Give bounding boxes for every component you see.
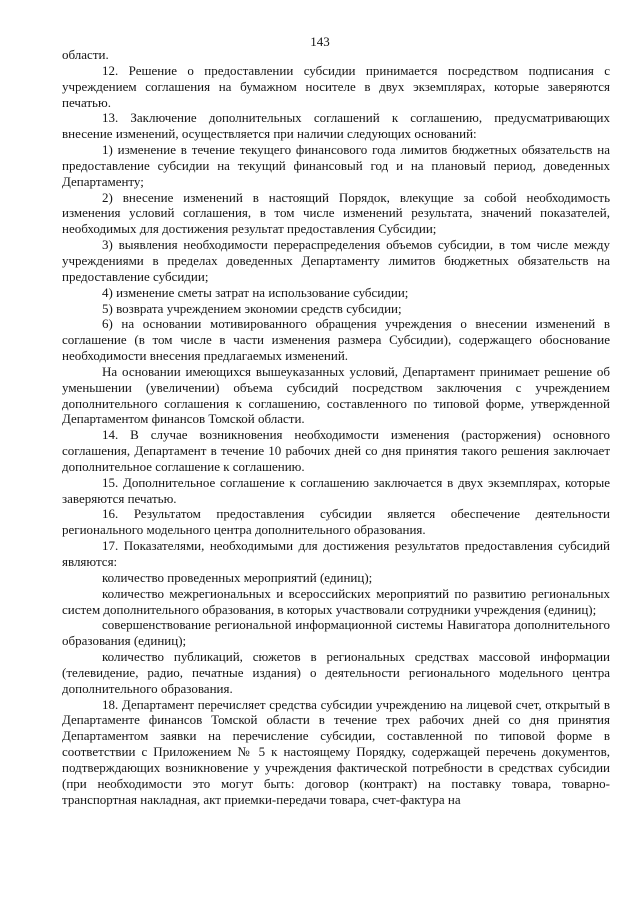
paragraph-subitem-4: 4) изменение сметы затрат на использование субсидии; [102, 284, 409, 300]
paragraph-decision: На основании имеющихся вышеуказанных условий, Департамент принимает решение об уменьшении (увеличении) объема субсидий посредством заключения с учреждением дополнительного соглашения к соглашению, составленного по типовой форме, утвержденной Департаментом финансов Томской области. [62, 363, 610, 427]
paragraph-subitem-6: 6) на основании мотивированного обращения учреждения о внесении изменений в соглашение (в том числе в части изменения размера Субсидии), содержащего обоснование необходимости внесения предлагаемых изменений. [62, 316, 610, 364]
paragraph-item-18: 18. Департамент перечисляет средства субсидии учреждению на лицевой счет, открытый в Департаменте финансов Томской области в течение трех рабочих дней со дня принятия Департаментом заявки на перечисление субсидии, составленной по типовой форме в соответствии с Приложением № 5 к настоящему Порядку, содержащей перечень документов, подтверждающих возникновение у учреждения фактической потребности в средствах субсидии (при необходимости это могут быть: договор (контракт) на поставку товара, товарно-транспортная накладная, акт приемки-передачи товара, счет-фактура на [62, 696, 610, 807]
paragraph-item-13: 13. Заключение дополнительных соглашений к соглашению, предусматривающих внесение изменений, осуществляется при наличии следующих оснований: [62, 110, 610, 142]
paragraph-subitem-3: 3) выявления необходимости перераспределения объемов субсидии, в том числе между учреждениями в пределах доведенных Департаменту лимитов бюджетных обязательств на предоставление субсидии; [62, 237, 610, 284]
paragraph-indicator-2: количество межрегиональных и всероссийских мероприятий по развитию региональных систем дополнительного образования, в которых участвовали сотрудники учреждения (единиц); [62, 585, 610, 617]
paragraph-item-15: 15. Дополнительное соглашение к соглашению заключается в двух экземплярах, которые заверяются печатью. [62, 474, 610, 506]
document-body [62, 47, 610, 808]
page-number: 143 [310, 34, 330, 49]
paragraph-item-12: 12. Решение о предоставлении субсидии принимается посредством подписания с учреждением соглашения на бумажном носителе в двух экземплярах, которые заверяются печатью. [62, 62, 610, 110]
paragraph-item-16: 16. Результатом предоставления субсидии является обеспечение деятельности регионального модельного центра дополнительного образования. [62, 506, 610, 538]
paragraph-item-17: 17. Показателями, необходимыми для достижения результатов предоставления субсидий являются: [62, 538, 610, 569]
paragraph-indicator-1: количество проведенных мероприятий (единиц); [102, 569, 373, 585]
paragraph-subitem-1: 1) изменение в течение текущего финансового года лимитов бюджетных обязательств на предоставление субсидии на текущий финансовый год и на плановый период, доведенных Департаменту; [62, 142, 610, 189]
paragraph-indicator-4: количество публикаций, сюжетов в региональных средствах массовой информации (телевидение, радио, печатные издания) о деятельности регионального модельного центра дополнительного образования. [62, 649, 610, 696]
paragraph-subitem-2: 2) внесение изменений в настоящий Порядок, влекущие за собой необходимость изменения условий соглашения, в том числе изменений результата, значений показателей, необходимых для достижения результат предоставления Субсидии; [62, 189, 610, 237]
paragraph-continuation: области. [62, 47, 109, 62]
paragraph-subitem-5: 5) возврата учреждением экономии средств субсидии; [102, 300, 402, 316]
paragraph-item-14: 14. В случае возникновения необходимости изменения (расторжения) основного соглашения, Департамент в течение 10 рабочих дней со дня принятия такого решения заключает дополнительное соглашение к соглашению. [62, 427, 610, 474]
paragraph-indicator-3: совершенствование региональной информационной системы Навигатора дополнительного образования (единиц); [62, 617, 610, 649]
